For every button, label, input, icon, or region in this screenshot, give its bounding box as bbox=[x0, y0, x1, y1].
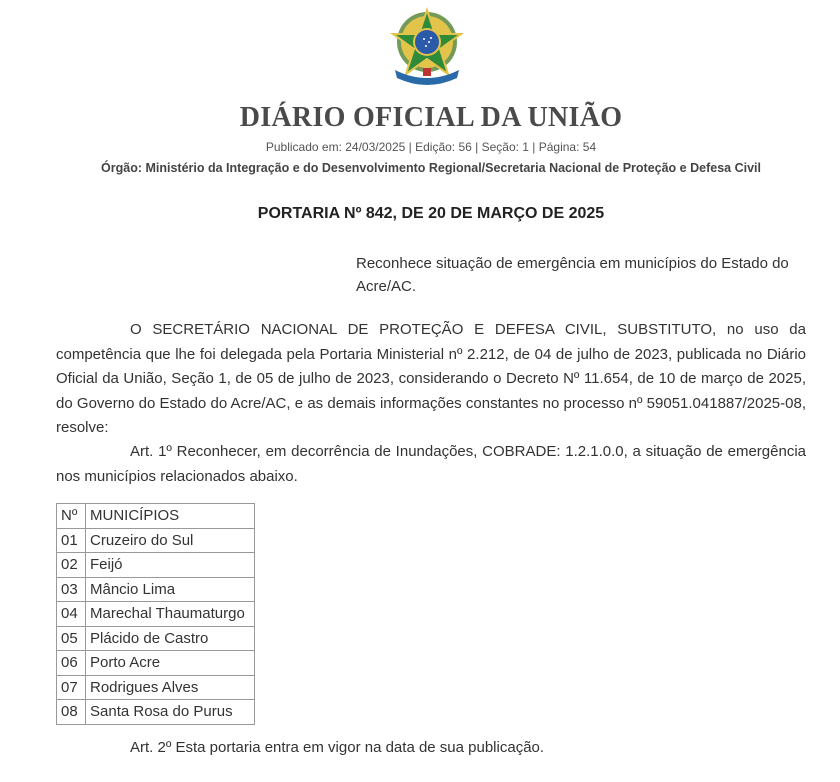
table-header-row bbox=[57, 504, 255, 529]
row-number: 03 bbox=[57, 577, 86, 602]
article-2: Art. 2º Esta portaria entra em vigor na data de sua publicação. bbox=[130, 739, 545, 756]
newspaper-title: DIÁRIO OFICIAL DA UNIÃO bbox=[239, 102, 623, 133]
row-number: 05 bbox=[57, 626, 86, 651]
row-municipality: Santa Rosa do Purus bbox=[86, 700, 255, 725]
row-number: 08 bbox=[57, 700, 86, 725]
row-municipality: Plácido de Castro bbox=[86, 626, 255, 651]
table-row bbox=[57, 577, 255, 602]
orgao-label: Órgão: bbox=[101, 161, 142, 175]
header-municipality: MUNICÍPIOS bbox=[86, 504, 255, 529]
row-number: 02 bbox=[57, 553, 86, 578]
row-municipality: Porto Acre bbox=[86, 651, 255, 676]
table-row bbox=[57, 651, 255, 676]
document-title: PORTARIA Nº 842, DE 20 DE MARÇO DE 2025 bbox=[257, 205, 605, 222]
article-1: Art. 1º Reconhecer, em decorrência de Inundações, COBRADE: 1.2.1.0.0, a situação de emergência nos municípios relacionados abaixo. bbox=[56, 443, 806, 485]
row-municipality: Marechal Thaumaturgo bbox=[86, 602, 255, 627]
orgao-value: Ministério da Integração e do Desenvolvimento Regional/Secretaria Nacional de Proteção e Defesa Civil bbox=[145, 161, 761, 175]
header-number: Nº bbox=[57, 504, 86, 529]
coat-of-arms-emblem bbox=[387, 4, 467, 88]
ementa: Reconhece situação de emergência em municípios do Estado do Acre/AC. bbox=[356, 255, 789, 295]
table-row bbox=[57, 675, 255, 700]
table-row bbox=[57, 626, 255, 651]
table-row bbox=[57, 700, 255, 725]
publication-meta: Publicado em: 24/03/2025 | Edição: 56 | Seção: 1 | Página: 54 bbox=[265, 140, 597, 154]
row-municipality: Rodrigues Alves bbox=[86, 675, 255, 700]
row-municipality: Feijó bbox=[86, 553, 255, 578]
table-row bbox=[57, 602, 255, 627]
row-municipality: Mâncio Lima bbox=[86, 577, 255, 602]
row-number: 07 bbox=[57, 675, 86, 700]
row-municipality: Cruzeiro do Sul bbox=[86, 528, 255, 553]
row-number: 01 bbox=[57, 528, 86, 553]
orgao-line bbox=[0, 161, 840, 175]
table-row bbox=[57, 553, 255, 578]
municipalities-table bbox=[56, 503, 255, 725]
preamble: O SECRETÁRIO NACIONAL DE PROTEÇÃO E DEFESA CIVIL, SUBSTITUTO, no uso da competência que lhe foi delegada pela Portaria Ministerial nº 2.212, de 04 de julho de 2023, publicada no Diário Oficial da União, Seção 1, de 05 de julho de 2023, considerando o Decreto Nº 11.654, de 10 de março de 2025, do Governo do Estado do Acre/AC, e as demais informações constantes no processo nº 59051.041887/2025-08, resolve: bbox=[56, 321, 806, 436]
row-number: 06 bbox=[57, 651, 86, 676]
row-number: 04 bbox=[57, 602, 86, 627]
table-row bbox=[57, 528, 255, 553]
